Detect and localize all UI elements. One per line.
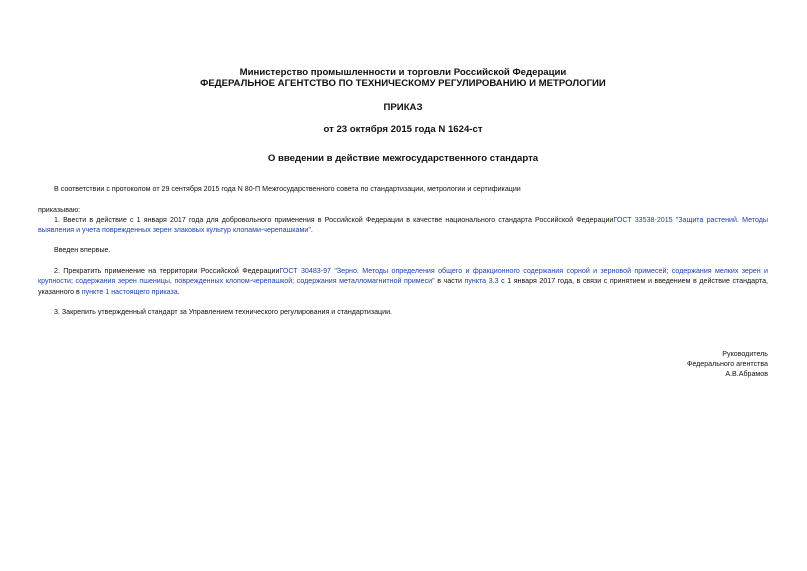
item-1-text: 1. Ввести в действие с 1 января 2017 года для добровольного применения в Российской Федерации в качестве национального стандарта Российской Федерации (54, 216, 614, 224)
item-2-middle-2: с 1 января 2017 года, в связи с принятием и введением в действие стандарта, указанного в (38, 277, 769, 296)
clause-3-3-link[interactable]: пункта 3.3 (464, 277, 499, 286)
item-1-end: . (310, 226, 313, 235)
decree-word: приказываю: (38, 206, 81, 214)
intro-note: Введен впервые. (54, 246, 111, 254)
signature-organization: Федерального агентства (686, 360, 768, 368)
document-subject: О введении в действие межгосударственного стандарта (267, 153, 539, 164)
item-1-paragraph (38, 215, 768, 236)
item-2-text: 2. Прекратить применение на территории Российской Федерации (54, 267, 280, 275)
document-type: ПРИКАЗ (383, 102, 423, 113)
ministry-title: Министерство промышленности и торговли Российской Федерации (239, 67, 567, 78)
item-2-middle-1: в части (434, 277, 465, 286)
agency-title: ФЕДЕРАЛЬНОЕ АГЕНТСТВО ПО ТЕХНИЧЕСКОМУ РЕГУЛИРОВАНИЮ И МЕТРОЛОГИИ (200, 78, 606, 89)
document-date-number: от 23 октября 2015 года N 1624-ст (323, 124, 483, 135)
gost-33538-link[interactable]: ГОСТ 33538-2015 "Защита растений. Методы выявления и учета поврежденных зерен злаковых культур клопами-черепашками" (38, 216, 768, 235)
preamble-paragraph: В соответствии с протоколом от 29 сентября 2015 года N 80-П Межгосударственного совета по стандартизации, метрологии и сертификации (54, 185, 521, 193)
document-page (38, 0, 768, 571)
gost-30483-link[interactable]: ГОСТ 30483-97 "Зерно. Методы определения общего и фракционного содержания сорной и зерновой примесей; содержания мелких зерен и крупности; содержания зерен пшеницы, поврежденных клопом-черепашкой; содержания металломагнитной примеси" (38, 267, 769, 286)
item-2-paragraph (38, 266, 768, 297)
signature-name: А.В.Абрамов (725, 370, 768, 378)
signature-position: Руководитель (722, 350, 768, 358)
item-3-paragraph: 3. Закрепить утвержденный стандарт за Управлением технического регулирования и стандартизации. (54, 308, 393, 316)
order-item-1-link[interactable]: пункте 1 настоящего приказа (81, 287, 178, 296)
item-2-end: . (177, 287, 180, 296)
